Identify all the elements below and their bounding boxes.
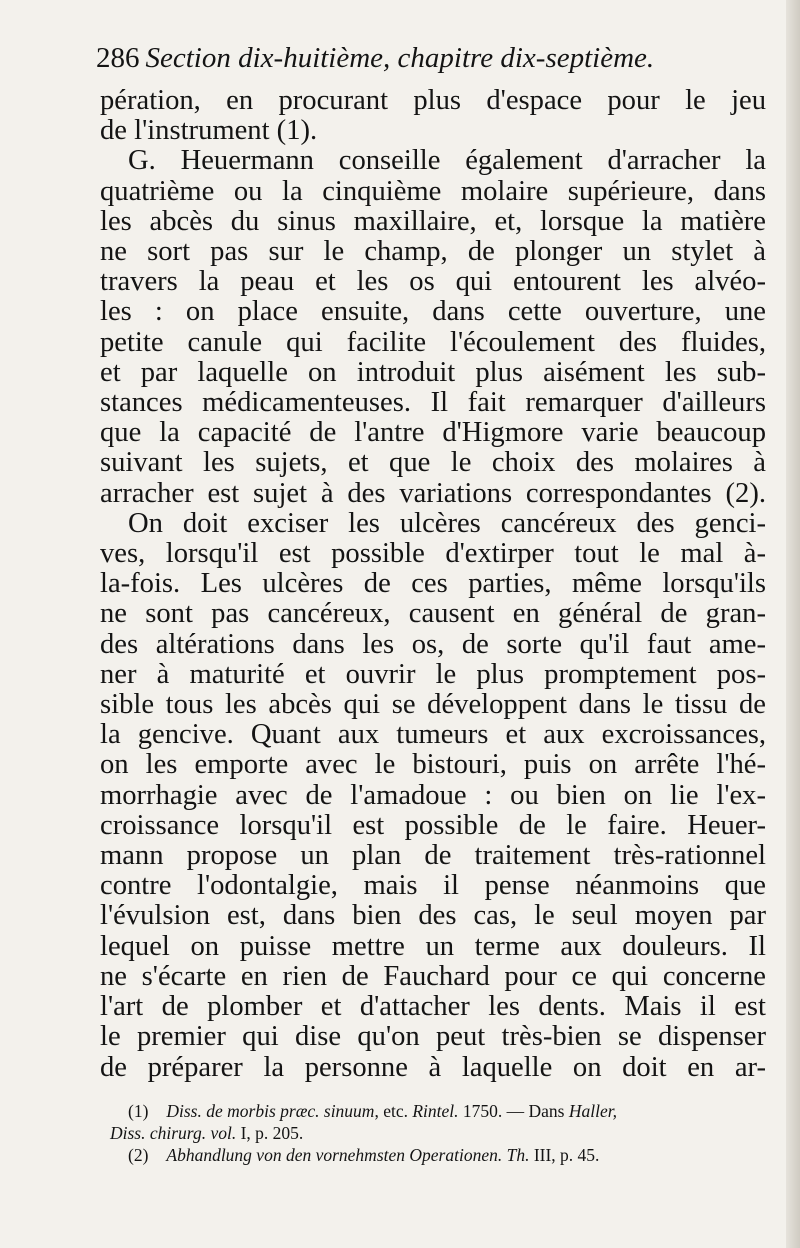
text-line: l'évulsion est, dans bien des cas, le seul moyen par <box>100 900 766 932</box>
body-text <box>100 86 766 1083</box>
text-line: le premier qui dise qu'on peut très-bien se dispenser <box>100 1021 766 1053</box>
text-line: les abcès du sinus maxillaire, et, lorsque la matière <box>100 205 766 237</box>
footnote-text: Diss. de morbis præc. sinuum <box>166 1101 375 1121</box>
text-line: la-fois. Les ulcères de ces parties, même lorsqu'ils <box>100 568 766 600</box>
page-number: 286 <box>96 42 140 74</box>
text-line: de préparer la personne à laquelle on doit en ar- <box>100 1051 766 1083</box>
footnote-1-continuation <box>100 1122 766 1144</box>
text-line: sible tous les abcès qui se développent dans le tissu de <box>100 689 766 721</box>
text-line: des altérations dans les os, de sorte qu'il faut ame- <box>100 628 766 660</box>
text-line: de l'instrument (1). <box>100 115 318 147</box>
footnote-text: I, p. 205. <box>236 1123 304 1143</box>
footnote-text: Rintel. <box>412 1101 459 1121</box>
text-line: morrhagie avec de l'amadoue : ou bien on lie l'ex- <box>100 779 766 811</box>
text-line: ne sort pas sur le champ, de plonger un stylet à <box>100 236 766 268</box>
text-line: mann propose un plan de traitement très-rationnel <box>100 840 766 872</box>
footnote-1 <box>100 1100 766 1122</box>
text-line: G. Heuermann conseille également d'arracher la <box>128 145 766 177</box>
page-edge <box>786 0 800 1248</box>
text-line: contre l'odontalgie, mais il pense néanmoins que <box>100 870 766 902</box>
text-line: quatrième ou la cinquième molaire supérieure, dans <box>100 175 766 207</box>
footnote-text: Diss. chirurg. vol. <box>110 1123 237 1143</box>
text-line: ne s'écarte en rien de Fauchard pour ce qui concerne <box>100 960 766 992</box>
text-line: lequel on puisse mettre un terme aux douleurs. Il <box>100 930 766 962</box>
text-line: et par laquelle on introduit plus aisément les sub- <box>100 356 766 388</box>
footnotes <box>100 1100 766 1166</box>
text-line: ne sont pas cancéreux, causent en général de gran- <box>100 598 766 630</box>
footnote-text: III, p. 45. <box>529 1145 600 1165</box>
running-header <box>96 38 726 78</box>
text-line: croissance lorsqu'il est possible de le faire. Heuer- <box>100 809 766 841</box>
footnote-text: , etc. <box>374 1101 413 1121</box>
text-line: On doit exciser les ulcères cancéreux des genci- <box>128 507 766 539</box>
footnote-text: Haller, <box>568 1101 617 1121</box>
footnote-2 <box>100 1144 766 1166</box>
text-line: pération, en procurant plus d'espace pour le jeu <box>100 85 766 116</box>
text-line: arracher est sujet à des variations correspondantes (2). <box>100 477 766 509</box>
footnote-text: Abhandlung von den vornehmsten Operationen. Th. <box>166 1145 530 1165</box>
text-line: travers la peau et les os qui entourent les alvéo- <box>100 266 766 298</box>
footnote-mark: (2) <box>128 1145 149 1165</box>
text-line: on les emporte avec le bistouri, puis on arrête l'hé- <box>100 749 766 781</box>
text-line: stances médicamenteuses. Il fait remarquer d'ailleurs <box>100 387 766 419</box>
text-line: ner à maturité et ouvrir le plus promptement pos- <box>100 658 766 690</box>
footnote-mark: (1) <box>128 1101 149 1121</box>
text-line: suivant les sujets, et que le choix des molaires à <box>100 447 766 479</box>
text-line: l'art de plomber et d'attacher les dents. Mais il est <box>100 991 766 1023</box>
text-line: ves, lorsqu'il est possible d'extirper tout le mal à- <box>100 538 766 570</box>
text-line: que la capacité de l'antre d'Higmore varie beaucoup <box>100 417 766 449</box>
text-line: petite canule qui facilite l'écoulement des fluides, <box>100 326 766 358</box>
footnote-text: 1750. — Dans <box>458 1101 569 1121</box>
text-line: les : on place ensuite, dans cette ouverture, une <box>100 296 766 328</box>
text-line: la gencive. Quant aux tumeurs et aux excroissances, <box>100 719 766 751</box>
running-title: Section dix-huitième, chapitre dix-septième. <box>145 42 655 74</box>
